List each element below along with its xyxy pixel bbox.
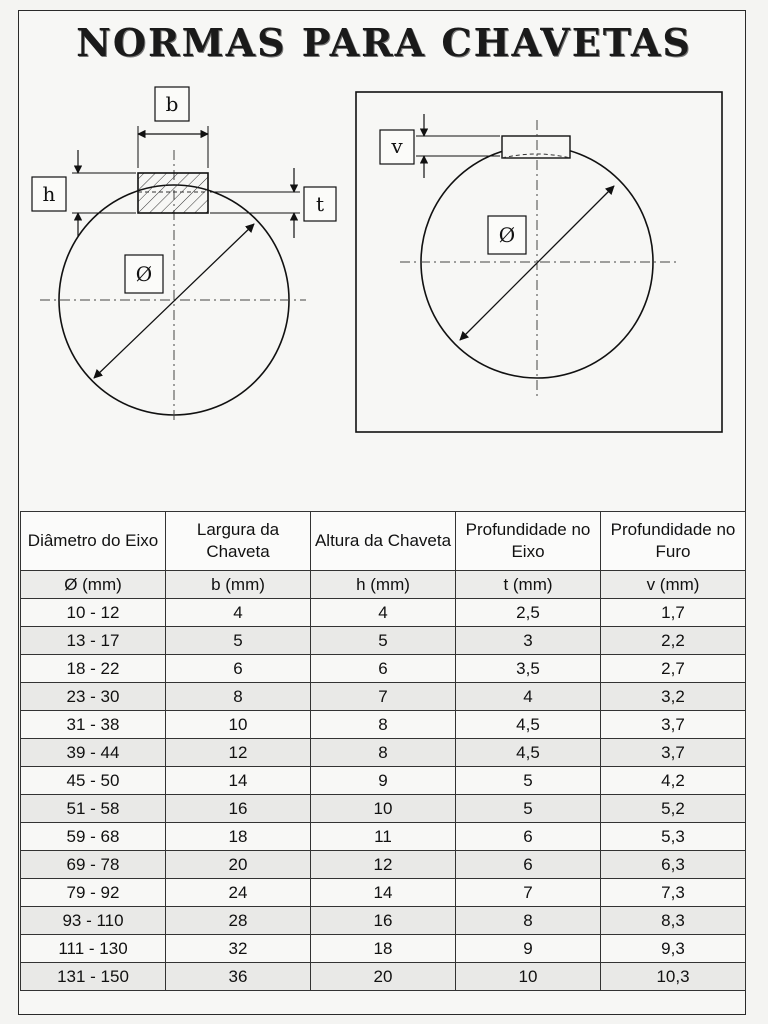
cell-key-height: 5 (311, 627, 456, 655)
table-row (21, 879, 746, 907)
cell-hub-depth: 5,3 (601, 823, 746, 851)
cell-shaft-diameter: 45 - 50 (21, 767, 166, 795)
shaft-key-diagram (32, 87, 336, 422)
cell-key-width: 4 (166, 599, 311, 627)
table-row (21, 907, 746, 935)
cell-key-height: 7 (311, 683, 456, 711)
cell-hub-depth: 10,3 (601, 963, 746, 991)
cell-key-width: 24 (166, 879, 311, 907)
unit-key-width: b (mm) (166, 571, 311, 599)
label-t: t (315, 192, 325, 216)
cell-key-height: 9 (311, 767, 456, 795)
table-row (21, 655, 746, 683)
table-row (21, 767, 746, 795)
unit-key-height: h (mm) (311, 571, 456, 599)
cell-key-width: 6 (166, 655, 311, 683)
cell-shaft-diameter: 59 - 68 (21, 823, 166, 851)
unit-shaft-diameter: Ø (mm) (21, 571, 166, 599)
cell-shaft-diameter: 39 - 44 (21, 739, 166, 767)
table-row (21, 711, 746, 739)
cell-shaft-depth: 8 (456, 907, 601, 935)
cell-key-width: 8 (166, 683, 311, 711)
cell-key-height: 16 (311, 907, 456, 935)
table-row (21, 935, 746, 963)
cell-shaft-depth: 5 (456, 767, 601, 795)
cell-key-height: 11 (311, 823, 456, 851)
cell-key-width: 20 (166, 851, 311, 879)
cell-shaft-depth: 3,5 (456, 655, 601, 683)
cell-shaft-depth: 6 (456, 823, 601, 851)
cell-shaft-depth: 10 (456, 963, 601, 991)
cell-shaft-diameter: 18 - 22 (21, 655, 166, 683)
table-row (21, 627, 746, 655)
cell-shaft-depth: 7 (456, 879, 601, 907)
cell-key-height: 20 (311, 963, 456, 991)
unit-shaft-depth: t (mm) (456, 571, 601, 599)
cell-shaft-diameter: 79 - 92 (21, 879, 166, 907)
cell-key-height: 8 (311, 739, 456, 767)
cell-hub-depth: 2,2 (601, 627, 746, 655)
table-row (21, 851, 746, 879)
cell-shaft-diameter: 93 - 110 (21, 907, 166, 935)
header-key-height: Altura da Chaveta (311, 512, 456, 571)
cell-shaft-diameter: 69 - 78 (21, 851, 166, 879)
cell-hub-depth: 3,7 (601, 711, 746, 739)
key-dimension-table (20, 511, 746, 991)
cell-key-height: 6 (311, 655, 456, 683)
cell-shaft-depth: 6 (456, 851, 601, 879)
cell-hub-depth: 2,7 (601, 655, 746, 683)
cell-key-width: 5 (166, 627, 311, 655)
unit-hub-depth: v (mm) (601, 571, 746, 599)
label-diameter-left: Ø (135, 262, 153, 286)
cell-shaft-depth: 4 (456, 683, 601, 711)
header-key-width: Largura da Chaveta (166, 512, 311, 571)
header-row (21, 512, 746, 571)
cell-hub-depth: 3,2 (601, 683, 746, 711)
cell-key-height: 12 (311, 851, 456, 879)
cell-key-width: 14 (166, 767, 311, 795)
units-row (21, 571, 746, 599)
key-rect (138, 173, 208, 213)
cell-hub-depth: 6,3 (601, 851, 746, 879)
cell-shaft-depth: 3 (456, 627, 601, 655)
cell-key-width: 18 (166, 823, 311, 851)
label-v: v (391, 134, 403, 158)
page-title: NORMAS PARA CHAVETAS (76, 20, 692, 65)
table-row (21, 963, 746, 991)
cell-shaft-depth: 4,5 (456, 711, 601, 739)
cell-hub-depth: 1,7 (601, 599, 746, 627)
cell-key-height: 10 (311, 795, 456, 823)
label-h: h (42, 182, 56, 206)
cell-key-width: 10 (166, 711, 311, 739)
cell-hub-depth: 4,2 (601, 767, 746, 795)
key-dimension-table-wrap (20, 511, 746, 991)
header-hub-depth: Profundidade no Furo (601, 512, 746, 571)
cell-shaft-diameter: 111 - 130 (21, 935, 166, 963)
cell-hub-depth: 5,2 (601, 795, 746, 823)
cell-shaft-depth: 4,5 (456, 739, 601, 767)
cell-shaft-depth: 9 (456, 935, 601, 963)
cell-key-height: 8 (311, 711, 456, 739)
table-row (21, 599, 746, 627)
cell-shaft-depth: 2,5 (456, 599, 601, 627)
cell-key-width: 28 (166, 907, 311, 935)
table-row (21, 823, 746, 851)
hub-bore-diagram (356, 92, 722, 432)
header-shaft-diameter: Diâmetro do Eixo (21, 512, 166, 571)
table-body (21, 599, 746, 991)
cell-hub-depth: 8,3 (601, 907, 746, 935)
cell-shaft-diameter: 51 - 58 (21, 795, 166, 823)
cell-key-width: 12 (166, 739, 311, 767)
cell-key-width: 32 (166, 935, 311, 963)
cell-shaft-diameter: 131 - 150 (21, 963, 166, 991)
cell-shaft-diameter: 10 - 12 (21, 599, 166, 627)
keyway-notch (502, 136, 570, 158)
cell-shaft-diameter: 13 - 17 (21, 627, 166, 655)
cell-key-height: 18 (311, 935, 456, 963)
cell-key-height: 4 (311, 599, 456, 627)
cell-hub-depth: 7,3 (601, 879, 746, 907)
cell-hub-depth: 3,7 (601, 739, 746, 767)
cell-hub-depth: 9,3 (601, 935, 746, 963)
cell-key-width: 16 (166, 795, 311, 823)
label-b: b (165, 92, 179, 116)
cell-shaft-diameter: 23 - 30 (21, 683, 166, 711)
table-row (21, 683, 746, 711)
cell-key-height: 14 (311, 879, 456, 907)
label-diameter-right: Ø (498, 223, 516, 247)
cell-key-width: 36 (166, 963, 311, 991)
cell-shaft-diameter: 31 - 38 (21, 711, 166, 739)
table-row (21, 739, 746, 767)
cell-shaft-depth: 5 (456, 795, 601, 823)
header-shaft-depth: Profundidade no Eixo (456, 512, 601, 571)
table-row (21, 795, 746, 823)
